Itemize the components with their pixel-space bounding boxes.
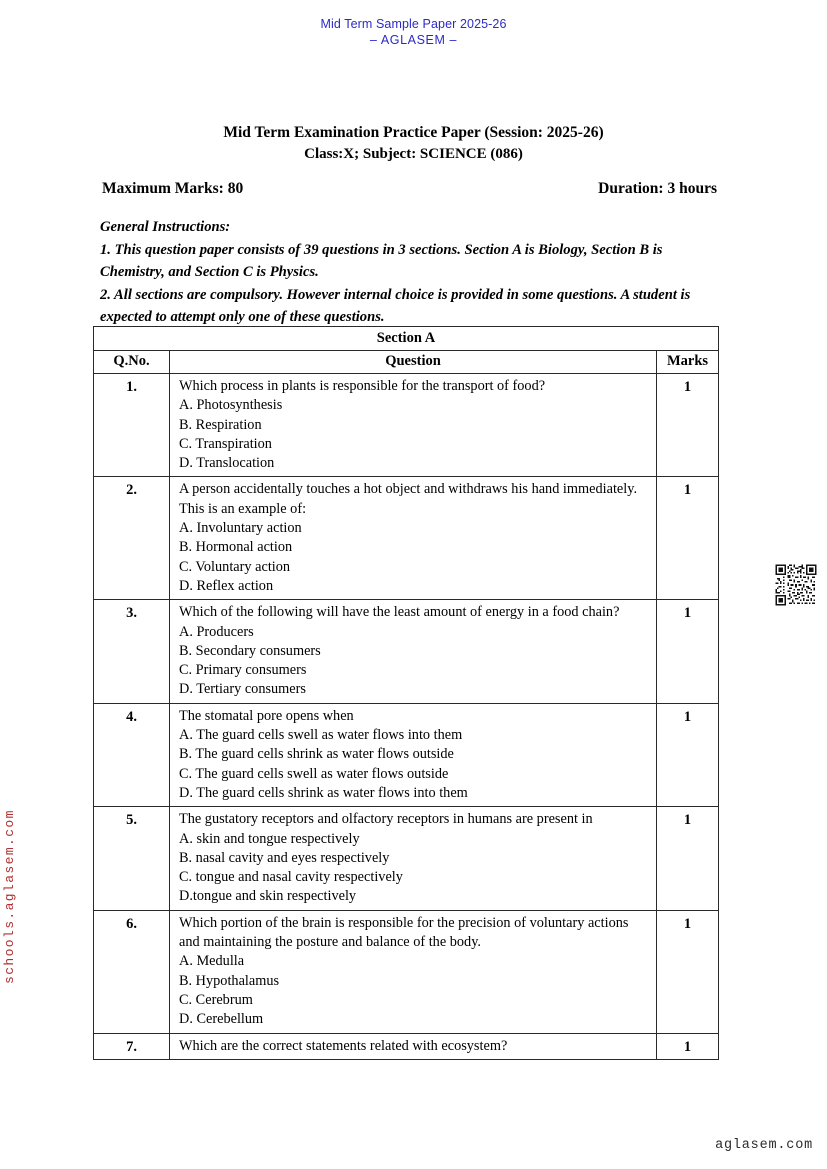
option-d: D.tongue and skin respectively bbox=[179, 888, 357, 905]
table-column-header-row bbox=[94, 351, 719, 374]
option-b: B. Secondary consumers bbox=[179, 642, 321, 659]
question-text: A person accidentally touches a hot object and withdraws his hand immediately. This is an example of: bbox=[179, 481, 638, 517]
option-d: D. Tertiary consumers bbox=[179, 681, 306, 698]
option-d: D. The guard cells shrink as water flows into them bbox=[179, 784, 468, 801]
option-a: A. Producers bbox=[179, 623, 254, 640]
option-b: B. Hormonal action bbox=[179, 539, 293, 556]
option-d: D. Reflex action bbox=[179, 577, 274, 594]
question-cell bbox=[170, 910, 657, 1033]
question-cell bbox=[170, 374, 657, 477]
question-marks: 1 bbox=[657, 1033, 719, 1059]
option-b: B. nasal cavity and eyes respectively bbox=[179, 849, 390, 866]
table-row bbox=[94, 374, 719, 477]
instruction-item: 2. All sections are compulsory. However internal choice is provided in some questions. A student is expected to attempt only one of these questions. bbox=[100, 286, 691, 325]
qr-code-icon bbox=[774, 563, 818, 607]
question-marks: 1 bbox=[657, 910, 719, 1033]
option-a: A. Photosynthesis bbox=[179, 397, 283, 414]
option-c: C. tongue and nasal cavity respectively bbox=[179, 869, 403, 886]
column-header-qno: Q.No. bbox=[94, 351, 170, 374]
question-marks: 1 bbox=[657, 477, 719, 600]
maximum-marks-label: Maximum Marks: 80 bbox=[102, 180, 244, 197]
site-header-line2: – AGLASEM – bbox=[369, 33, 458, 47]
page-title: Mid Term Examination Practice Paper (Session: 2025-26) bbox=[223, 124, 604, 141]
footer-watermark: aglasem.com bbox=[715, 1138, 813, 1153]
option-d: D. Translocation bbox=[179, 455, 275, 472]
option-a: A. The guard cells swell as water flows into them bbox=[179, 727, 463, 744]
question-cell bbox=[170, 477, 657, 600]
duration-label: Duration: 3 hours bbox=[598, 180, 717, 197]
option-c: C. Cerebrum bbox=[179, 991, 253, 1008]
option-c: C. Voluntary action bbox=[179, 558, 291, 575]
option-d: D. Cerebellum bbox=[179, 1011, 264, 1028]
table-row bbox=[94, 600, 719, 703]
question-cell bbox=[170, 807, 657, 910]
option-b: B. The guard cells shrink as water flows outside bbox=[179, 746, 454, 763]
option-a: A. skin and tongue respectively bbox=[179, 830, 360, 847]
option-b: B. Hypothalamus bbox=[179, 972, 280, 989]
question-marks: 1 bbox=[657, 374, 719, 477]
option-a: A. Involuntary action bbox=[179, 520, 302, 537]
question-text: Which portion of the brain is responsible for the precision of voluntary actions and maintaining the posture and balance of the body. bbox=[179, 914, 629, 951]
site-header-line1: Mid Term Sample Paper 2025-26 bbox=[320, 17, 507, 31]
question-cell bbox=[170, 1033, 657, 1059]
question-marks: 1 bbox=[657, 600, 719, 703]
question-marks: 1 bbox=[657, 703, 719, 806]
site-header-watermark bbox=[0, 16, 827, 48]
question-number: 2. bbox=[94, 477, 170, 600]
option-a: A. Medulla bbox=[179, 953, 245, 970]
question-number: 3. bbox=[94, 600, 170, 703]
question-text: Which of the following will have the least amount of energy in a food chain? bbox=[179, 604, 620, 621]
page-subtitle: Class:X; Subject: SCIENCE (086) bbox=[304, 146, 523, 162]
general-instructions bbox=[100, 216, 720, 329]
question-number: 5. bbox=[94, 807, 170, 910]
table-row bbox=[94, 910, 719, 1033]
questions-table bbox=[93, 326, 719, 1060]
table-row bbox=[94, 703, 719, 806]
question-text: The stomatal pore opens when bbox=[179, 707, 354, 724]
option-c: C. Primary consumers bbox=[179, 662, 307, 679]
table-row bbox=[94, 807, 719, 910]
side-watermark: schools.aglasem.com bbox=[2, 809, 17, 984]
column-header-question: Question bbox=[170, 351, 657, 374]
question-text: Which are the correct statements related with ecosystem? bbox=[179, 1037, 508, 1054]
section-label: Section A bbox=[94, 327, 719, 351]
option-c: C. Transpiration bbox=[179, 435, 272, 452]
table-section-header-row bbox=[94, 327, 719, 351]
instructions-heading: General Instructions: bbox=[100, 219, 231, 235]
exam-meta-row bbox=[102, 180, 717, 198]
question-number: 4. bbox=[94, 703, 170, 806]
table-row bbox=[94, 477, 719, 600]
column-header-marks: Marks bbox=[657, 351, 719, 374]
question-marks: 1 bbox=[657, 807, 719, 910]
question-cell bbox=[170, 600, 657, 703]
question-text: Which process in plants is responsible for the transport of food? bbox=[179, 378, 546, 394]
question-number: 7. bbox=[94, 1033, 170, 1059]
question-cell bbox=[170, 703, 657, 806]
instruction-item: 1. This question paper consists of 39 questions in 3 sections. Section A is Biology, Section B is Chemistry, and Section C is Physics. bbox=[100, 241, 663, 280]
option-b: B. Respiration bbox=[179, 416, 262, 433]
question-number: 6. bbox=[94, 910, 170, 1033]
question-text: The gustatory receptors and olfactory receptors in humans are present in bbox=[179, 811, 593, 828]
table-row bbox=[94, 1033, 719, 1059]
question-number: 1. bbox=[94, 374, 170, 477]
option-c: C. The guard cells swell as water flows outside bbox=[179, 765, 449, 782]
